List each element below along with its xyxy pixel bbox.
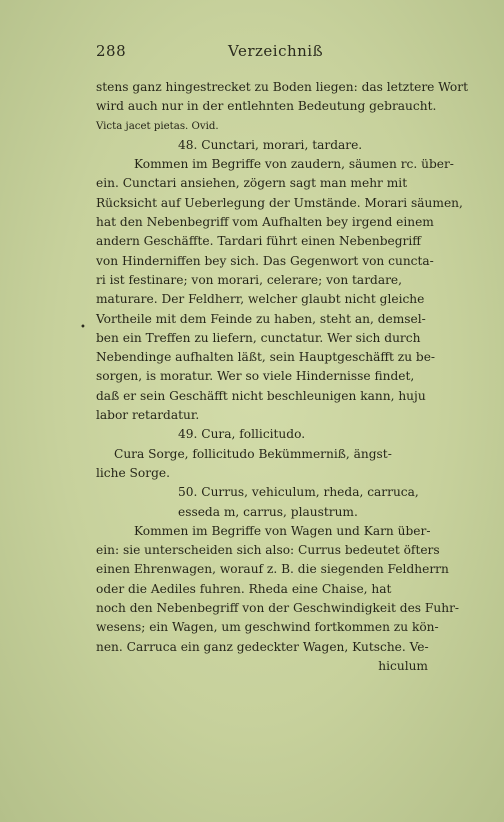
text-line: Kommen im Begriffe von zaudern, säumen rc. über- bbox=[134, 157, 454, 172]
text-line: Rücksicht auf Ueberlegung der Umstände. Morari säumen, bbox=[96, 195, 463, 210]
text-line: einen Ehrenwagen, worauf z. B. die siegenden Feldherrn bbox=[96, 562, 449, 577]
text-line: wird auch nur in der entlehnten Bedeutung gebraucht. bbox=[96, 99, 437, 114]
text-line: nen. Carruca ein ganz gedeckter Wagen, Kutsche. Ve- bbox=[96, 639, 429, 654]
text-line: noch den Nebenbegriff von der Geschwindigkeit des Fuhr- bbox=[96, 601, 460, 616]
text-line: labor retardatur. bbox=[96, 408, 200, 423]
text-line: Nebendinge aufhalten läßt, sein Hauptgeschäfft zu be- bbox=[96, 350, 436, 365]
text-line: andern Geschäffte. Tardari führt einen Nebenbegriff bbox=[96, 234, 421, 249]
text-line: Cura Sorge, follicitudo Bekümmerniß, ängst- bbox=[114, 446, 392, 461]
entry-heading: 48. Cunctari, morari, tardare. bbox=[178, 137, 363, 152]
text-line: hat den Nebenbegriff vom Aufhalten bey irgend einem bbox=[96, 215, 434, 230]
running-head: Verzeichniß bbox=[228, 42, 324, 60]
catchword: hiculum bbox=[378, 658, 428, 673]
entry-heading: 49. Cura, follicitudo. bbox=[178, 427, 306, 442]
text-line: stens ganz hingestrecket zu Boden liegen: das letztere Wort bbox=[96, 80, 468, 94]
text-line: daß er sein Geschäfft nicht beschleunigen kann, huju bbox=[96, 388, 426, 403]
page-text bbox=[96, 78, 468, 676]
text-line: Kommen im Begriffe von Wagen und Karn über- bbox=[134, 523, 431, 538]
entry-heading: 50. Currus, vehiculum, rheda, carruca, bbox=[178, 485, 419, 500]
page-number: 288 bbox=[96, 42, 127, 60]
text-line: ri ist festinare; von morari, celerare; von tardare, bbox=[96, 272, 403, 287]
text-line: ein. Cunctari ansiehen, zögern sagt man mehr mit bbox=[96, 176, 408, 191]
text-line: ein: sie unterscheiden sich also: Currus bedeutet öfters bbox=[96, 543, 440, 558]
text-line: liche Sorge. bbox=[96, 465, 170, 480]
text-line: von Hinderniffen bey sich. Das Gegenwort von cuncta- bbox=[96, 253, 434, 268]
text-line: sorgen, is moratur. Wer so viele Hindernisse findet, bbox=[96, 369, 415, 384]
text-line: Vortheile mit dem Feinde zu haben, steht an, demsel- bbox=[96, 311, 426, 326]
page-header bbox=[96, 42, 416, 64]
text-line: wesens; ein Wagen, um geschwind fortkommen zu kön- bbox=[96, 620, 439, 635]
text-line: maturare. Der Feldherr, welcher glaubt nicht gleiche bbox=[96, 292, 425, 307]
margin-mark: • bbox=[80, 322, 86, 333]
latin-quotation: Victa jacet pietas. Ovid. bbox=[96, 120, 219, 132]
text-line: oder die Aediles fuhren. Rheda eine Chaise, hat bbox=[96, 581, 392, 596]
text-line: ben ein Treffen zu liefern, cunctatur. Wer sich durch bbox=[96, 330, 421, 345]
entry-heading-continued: esseda m, carrus, plaustrum. bbox=[178, 504, 358, 519]
